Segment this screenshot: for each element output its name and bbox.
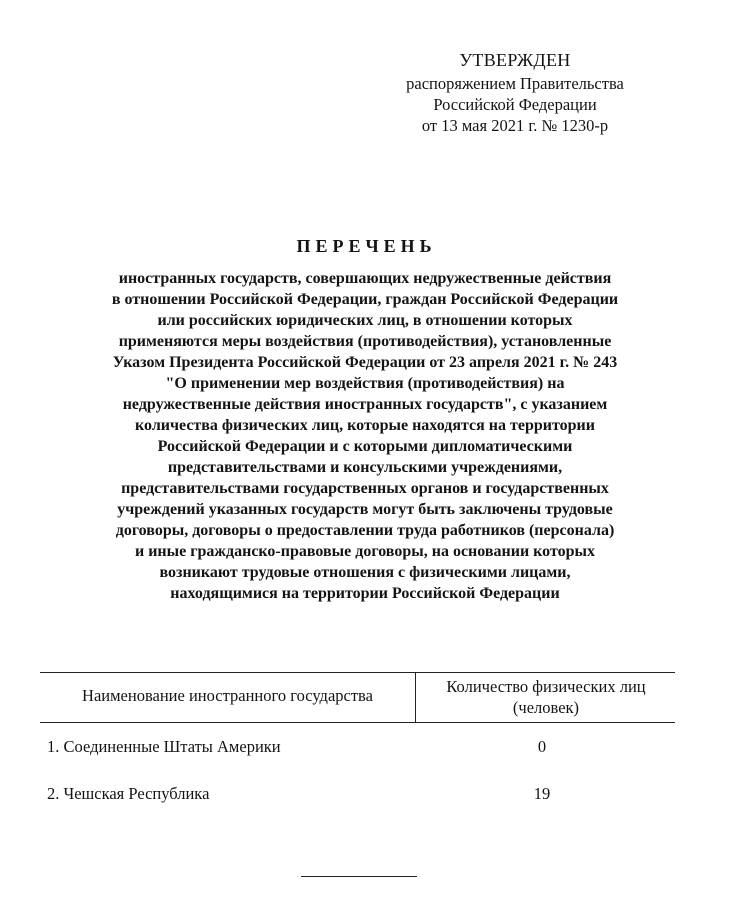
country-name: 2. Чешская Республика: [47, 784, 210, 803]
table-header-name: Наименование иностранного государства: [82, 686, 373, 705]
approval-line-3: от 13 мая 2021 г. № 1230-р: [421, 116, 609, 135]
approval-line-2: Российской Федерации: [433, 95, 597, 114]
document-subtitle: иностранных государств, совершающих недружественные действия в отношении Российской Федерации, граждан Российской Федерации или российских юридических лиц, в отношении которых применяются меры воздействия (противодействия), установленные Указом Президента Российской Федерации от 23 апреля 2021 г. № 243 "О применении мер воздействия (противодействия) на недружественные действия иностранных государств", с указанием количества физических лиц, которые находятся на территории Российской Федерации и с которыми дипломатическими представительствами и консульскими учреждениями, представительствами государственных органов и государственных учреждений указанных государств могут быть заключены трудовые договоры, договоры о предоставлении труда работников (персонала) и иные гражданско-правовые договоры, на основании которых возникают трудовые отношения с физическими лицами, находящимися на территории Российской Федерации: [111, 270, 619, 602]
table-header-count-line-1: Количество физических лиц: [446, 677, 646, 696]
approval-block: [390, 50, 640, 136]
document-heading: ПЕРЕЧЕНЬ: [296, 236, 437, 256]
end-of-document-rule: [301, 876, 417, 877]
table-top-border: [40, 672, 675, 673]
table-header-count: [417, 676, 675, 718]
person-count: 19: [533, 784, 551, 803]
table-header-border: [40, 722, 675, 723]
approval-title: УТВЕРЖДЕН: [459, 50, 571, 70]
approval-line-1: распоряжением Правительства: [406, 74, 624, 93]
country-name: 1. Соединенные Штаты Америки: [47, 737, 281, 756]
person-count: 0: [537, 737, 547, 756]
table-column-divider: [415, 673, 416, 722]
table-header-count-line-2: (человек): [512, 698, 580, 717]
